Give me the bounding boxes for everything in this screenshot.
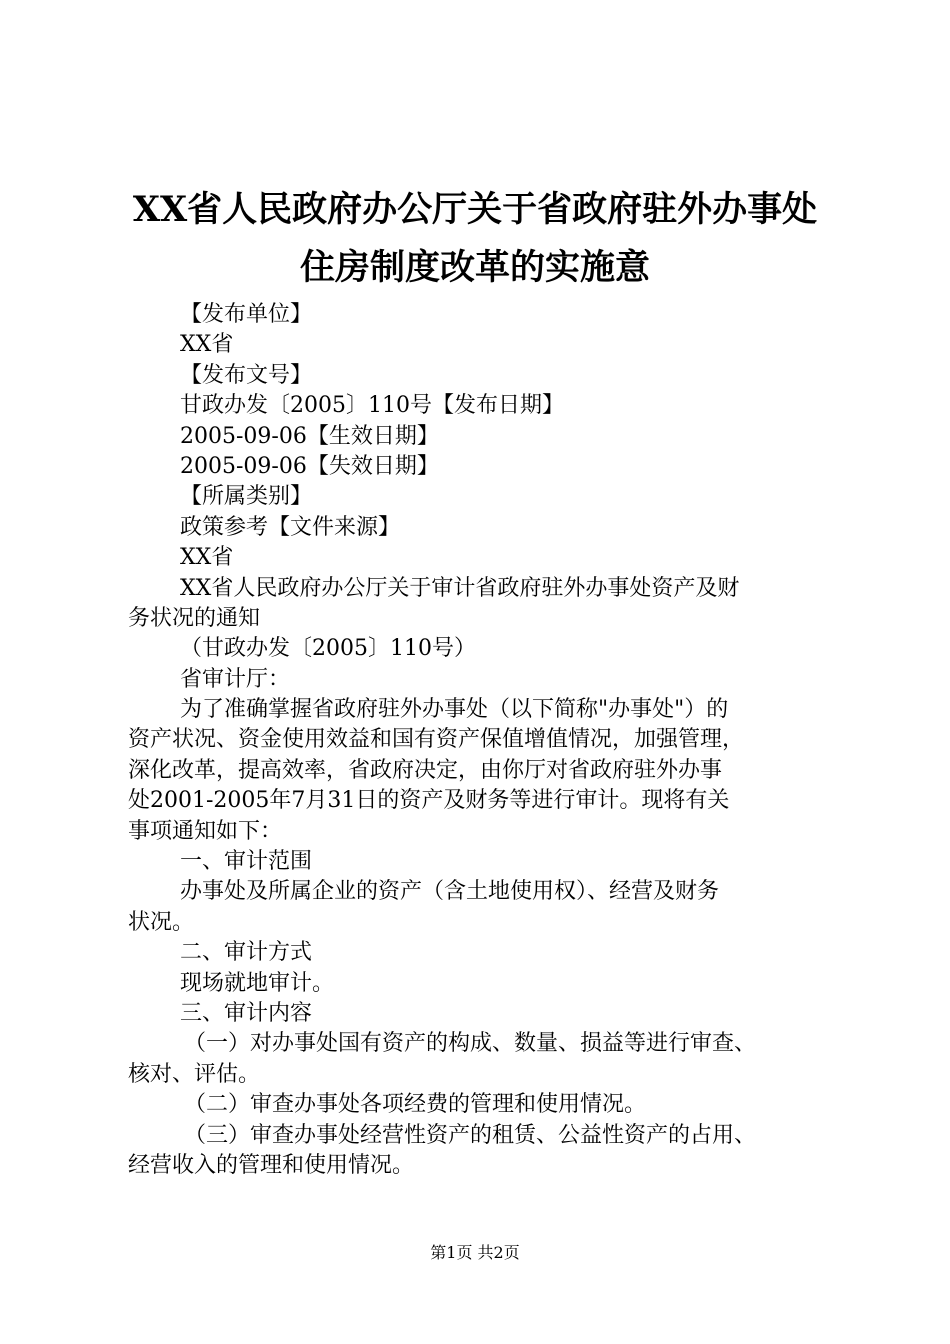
meta-doc-number-and-date-label: 甘政办发〔2005〕110号【发布日期】 [180,393,564,419]
paragraph-intro-line-1: 为了准确掌握省政府驻外办事处（以下简称"办事处"）的 [180,697,729,723]
meta-category-and-source-label: 政策参考【文件来源】 [180,514,401,540]
notice-doc-number: （甘政办发〔2005〕110号） [180,636,476,662]
notice-title-line-2: 务状况的通知 [128,605,261,631]
paragraph-scope-line-1: 办事处及所属企业的资产（含土地使用权）、经营及财务 [180,879,720,905]
notice-title-line-1: XX省人民政府办公厅关于审计省政府驻外办事处资产及财 [180,575,740,601]
section-heading-method: 二、审计方式 [180,940,313,966]
meta-publish-date: 2005-09-06【生效日期】 [180,423,439,449]
document-title-line-1: XX省人民政府办公厅关于省政府驻外办事处 [132,189,818,230]
paragraph-intro-line-2: 资产状况、资金使用效益和国有资产保值增值情况，加强管理， [128,727,745,753]
content-item-3-line-2: 经营收入的管理和使用情况。 [128,1152,415,1178]
content-item-1-line-1: （一）对办事处国有资产的构成、数量、损益等进行审查、 [184,1031,757,1057]
paragraph-intro-line-4: 处2001-2005年7月31日的资产及财务等进行审计。现将有关 [128,788,730,814]
document-title-line-2: 住房制度改革的实施意 [299,247,650,288]
meta-label-doc-number: 【发布文号】 [180,362,313,388]
section-heading-scope: 一、审计范围 [180,849,313,875]
page-footer: 第1页 共2页 [430,1243,520,1262]
meta-label-publisher: 【发布单位】 [180,302,313,327]
paragraph-intro-line-5: 事项通知如下： [128,818,283,844]
meta-value-publisher: XX省 [180,332,234,358]
paragraph-method: 现场就地审计。 [180,970,335,996]
meta-effective-date: 2005-09-06【失效日期】 [180,453,439,479]
document-body [128,300,850,1181]
paragraph-intro-line-3: 深化改革，提高效率，省政府决定，由你厅对省政府驻外办事 [128,757,723,783]
paragraph-scope-line-2: 状况。 [128,909,195,935]
content-item-2: （二）审查办事处各项经费的管理和使用情况。 [184,1092,647,1118]
content-item-3-line-1: （三）审查办事处经营性资产的租赁、公益性资产的占用、 [184,1122,757,1148]
meta-label-category: 【所属类别】 [180,484,313,510]
section-heading-content: 三、审计内容 [180,1000,313,1026]
notice-addressee: 省审计厅： [180,666,291,692]
meta-source: XX省 [180,545,234,571]
content-item-1-line-2: 核对、评估。 [128,1061,261,1087]
